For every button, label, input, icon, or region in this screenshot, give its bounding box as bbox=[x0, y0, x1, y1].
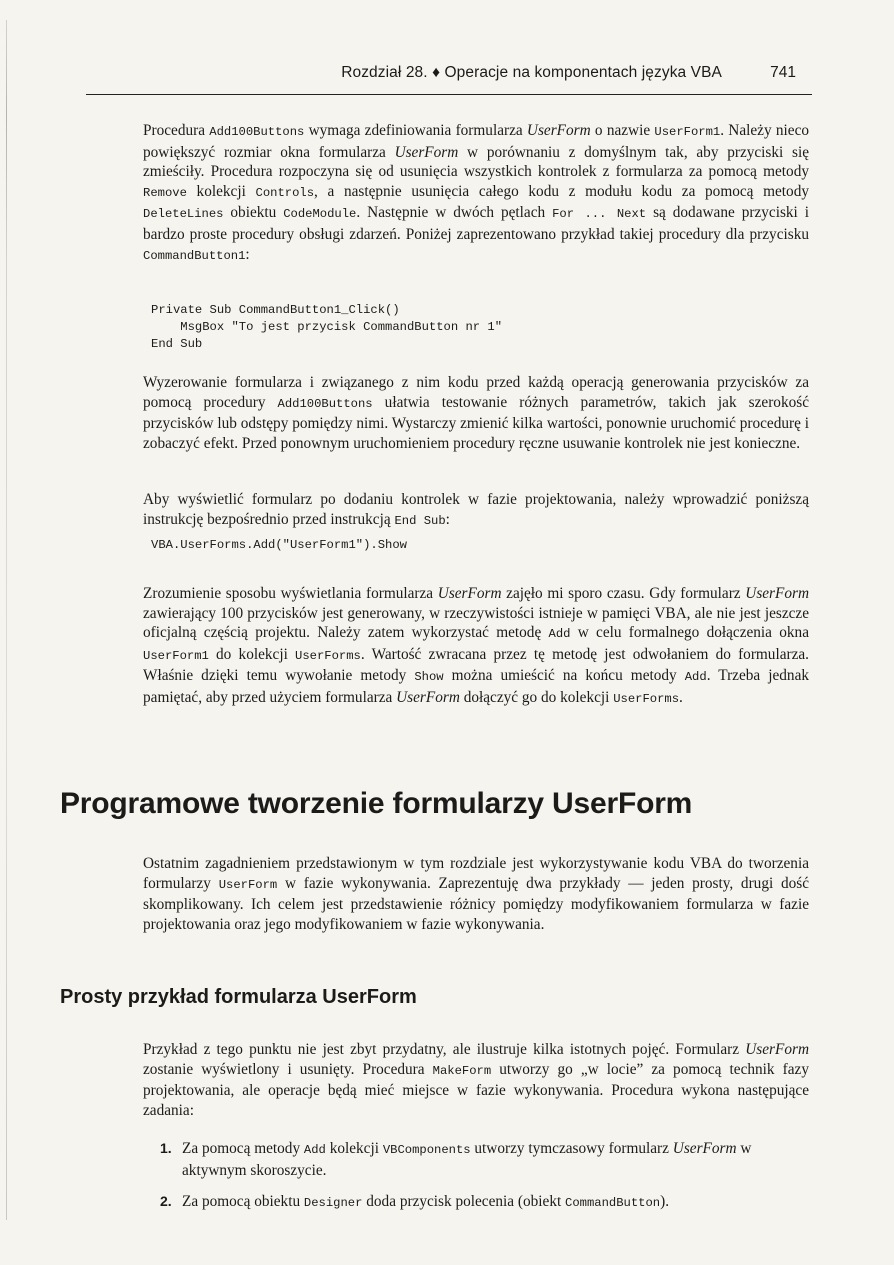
task-list bbox=[160, 1139, 800, 1226]
list-item: 1. Za pomocą metody Add kolekcji VBComponents utworzy tymczasowy formularz UserForm w aktywnym skoroszycie. bbox=[160, 1140, 752, 1179]
list-item: 2. Za pomocą obiektu Designer doda przycisk polecenia (obiekt CommandButton). bbox=[160, 1193, 670, 1211]
running-header bbox=[86, 64, 812, 95]
paragraph-section-intro: Ostatnim zagadnieniem przedstawionym w tym rozdziale jest wykorzystywanie kodu VBA do tworzenia formularzy UserForm w fazie wykonywania. Zaprezentuję dwa przykłady — jeden prosty, drugi dość skomplikowany. Ich celem jest przedstawienie różnicy pomiędzy modyfikowaniem formularza w fazie projektowania oraz jego modyfikowaniem w fazie wykonywania. bbox=[143, 855, 809, 933]
paragraph-userforms-collection: Zrozumienie sposobu wyświetlania formularza UserForm zajęło mi sporo czasu. Gdy formularz UserForm zawierający 100 przycisków jest generowany, w rzeczywistości istnieje w pamięci VBA, ale nie jest jeszcze oficjalną częścią projektu. Należy zatem wykorzystać metodę Add w celu formalnego dołączenia okna UserForm1 do kolekcji UserForms. Wartość zwracana przez tę metodę jest odwołaniem do formularza. Właśnie dzięki temu wywołanie metody Show można umieścić na końcu metody Add. Trzeba jednak pamiętać, aby przed użyciem formularza UserForm dołączyć go do kolekcji UserForms. bbox=[143, 585, 810, 706]
code-sample-show: VBA.UserForms.Add("UserForm1").Show bbox=[151, 538, 407, 552]
paragraph-reset-form: Wyzerowanie formularza i związanego z nim kodu przed każdą operacją generowania przycisków za pomocą procedury Add100Buttons ułatwia testowanie różnych parametrów, takich jak szerokość przycisków lub odstępy pomiędzy nimi. Wystarczy zmienić kilka wartości, ponownie uruchomić procedurę i zobaczyć efekt. Przed ponownym uruchomieniem procedury ręczne usuwanie kontrolek nie jest konieczne. bbox=[143, 374, 809, 452]
page-binding-edge bbox=[6, 20, 7, 1220]
chapter-title: Rozdział 28. ♦ Operacje na komponentach języka VBA bbox=[341, 64, 722, 81]
section-heading: Programowe tworzenie formularzy UserForm bbox=[60, 787, 693, 820]
subsection-heading: Prosty przykład formularza UserForm bbox=[60, 986, 417, 1008]
paragraph-simple-example: Przykład z tego punktu nie jest zbyt przydatny, ale ilustruje kilka istotnych pojęć. Formularz UserForm zostanie wyświetlony i usunięty. Procedura MakeForm utworzy go „w locie” za pomocą technik fazy projektowania, ale operacje będą mieć miejsce w fazie wykonywania. Procedura wykona następujące zadania: bbox=[143, 1041, 809, 1119]
code-sample-click-handler: Private Sub CommandButton1_Click() MsgBox "To jest przycisk CommandButton nr 1" End Sub bbox=[151, 303, 503, 351]
page-number: 741 bbox=[770, 64, 796, 81]
paragraph-add100buttons-intro: Procedura Add100Buttons wymaga zdefiniowania formularza UserForm o nazwie UserForm1. Należy nieco powiększyć rozmiar okna formularza UserForm w porównaniu z domyślnym tak, aby przyciski się zmieściły. Procedura rozpoczyna się od usunięcia wszystkich kontrolek z formularza za pomocą metody Remove kolekcji Controls, a następnie usunięcia całego kodu z modułu kodu za pomocą metody DeleteLines obiektu CodeModule. Następnie w dwóch pętlach For ... Next są dodawane przyciski i bardzo proste procedury obsługi zdarzeń. Poniżej zaprezentowano przykład takiej procedury dla przycisku CommandButton1: bbox=[143, 122, 810, 263]
paragraph-show-form: Aby wyświetlić formularz po dodaniu kontrolek w fazie projektowania, należy wprowadzić poniższą instrukcję bezpośrednio przed instrukcją End Sub: bbox=[143, 491, 809, 528]
